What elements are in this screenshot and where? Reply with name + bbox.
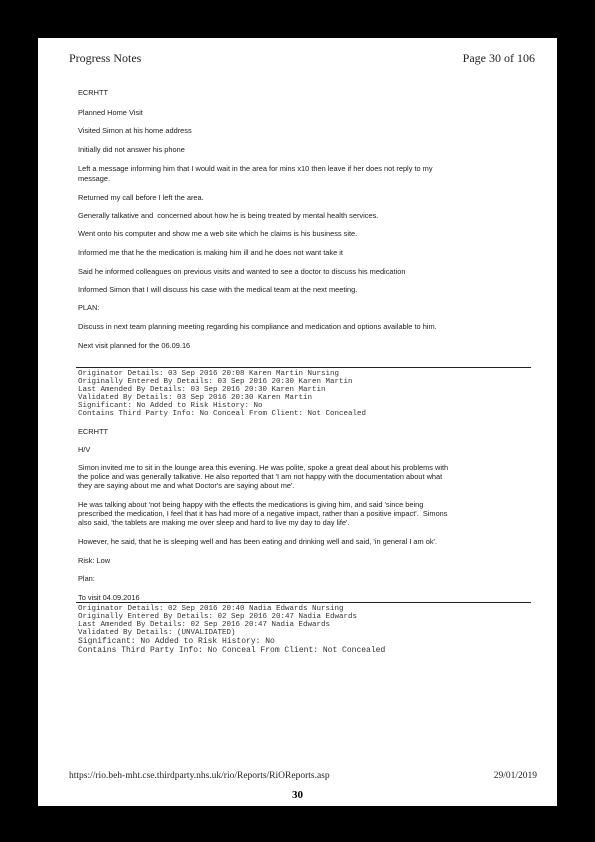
entry2-detail: Last Amended By Details: 02 Sep 2016 20:47 Nadia Edwards [78,621,331,629]
entry1-detail: Validated By Details: 03 Sep 2016 20:30 Karen Martin [78,394,313,402]
entry1-line: Left a message informing him that I would wait in the area for mins x10 then leave if her does not reply to my message. [78,164,433,183]
entry1-line: Next visit planned for the 06.09.16 [78,341,191,350]
entry1-line: Informed me that he the medication is making him ill and he does not want take it [78,248,343,257]
entry1-line: Informed Simon that I will discuss his case with the medical team at the next meeting. [78,285,358,294]
entry1-line: Returned my call before I left the area. [78,193,204,202]
entry1-detail: Significant: No Added to Risk History: No [78,402,263,410]
entry1-line: Initially did not answer his phone [78,145,185,154]
entry2-risk: Risk: Low [78,556,111,565]
entry1-detail: Last Amended By Details: 03 Sep 2016 20:30 Karen Martin [78,386,326,394]
entry2-next-visit: To visit 04.09.2016 [78,593,140,602]
entry2-visit-type: H/V [78,445,91,454]
page-title: Progress Notes [69,51,142,65]
entry1-visit-type: Planned Home Visit [78,108,143,117]
entry1-team: ECRHTT [78,88,108,97]
entry1-detail: Contains Third Party Info: No Conceal From Client: Not Concealed [78,410,367,418]
entry1-detail: Originator Details: 03 Sep 2016 20:08 Karen Martin Nursing [78,370,340,378]
entry2-detail: Contains Third Party Info: No Conceal From Client: Not Concealed [78,646,386,655]
entry1-line: Went onto his computer and show me a web site which he claims is his business site. [78,229,358,238]
page-number: 30 [292,789,303,801]
entry2-detail: Validated By Details: (UNVALIDATED) [78,629,236,637]
entry1-line: Discuss in next team planning meeting regarding his compliance and medication and options available to him. [78,322,437,331]
entry2-line: However, he said, that he is sleeping well and has been eating and drinking well and said, 'in general I am ok'. [78,537,438,546]
document-page [38,38,557,806]
entry2-team: ECRHTT [78,427,108,436]
entry1-line: Generally talkative and concerned about how he is being treated by mental health services. [78,211,379,220]
footer-date: 29/01/2019 [493,771,537,781]
entry2-detail: Originally Entered By Details: 02 Sep 2016 20:47 Nadia Edwards [78,613,358,621]
entry1-detail: Originally Entered By Details: 03 Sep 2016 20:30 Karen Martin [78,378,353,386]
entry2-detail: Originator Details: 02 Sep 2016 20:40 Nadia Edwards Nursing [78,605,344,613]
entry1-plan-heading: PLAN: [78,303,100,312]
footer-url: https://rio.beh-mht.cse.thirdparty.nhs.uk/rio/Reports/RiOReports.asp [69,771,330,781]
entry1-line: Visited Simon at his home address [78,126,192,135]
entry2-line: Simon invited me to sit in the lounge area this evening. He was polite, spoke a great deal about his problems with the police and was generally talkative. He also reported that 'I am not happy with the documentation about what they are saying about me and what Doctor's are saying about me'. [78,463,449,490]
entry1-line: Said he informed colleagues on previous visits and wanted to see a doctor to discuss his medication [78,267,406,276]
page-count: Page 30 of 106 [462,51,535,65]
entry2-detail: Significant: No Added to Risk History: No [78,637,275,646]
entry2-line: He was talking about 'not being happy with the effects the medications is giving him, and said 'since being prescribed the medication, I feel that it has had more of a negative impact, rather than a positive impact'. Simons also said, 'the tablets are making me over sleep and hard to live my day to day life'. [78,500,448,527]
entry2-plan-heading: Plan: [78,574,95,583]
entry-divider [76,602,531,603]
entry-divider [76,367,531,368]
